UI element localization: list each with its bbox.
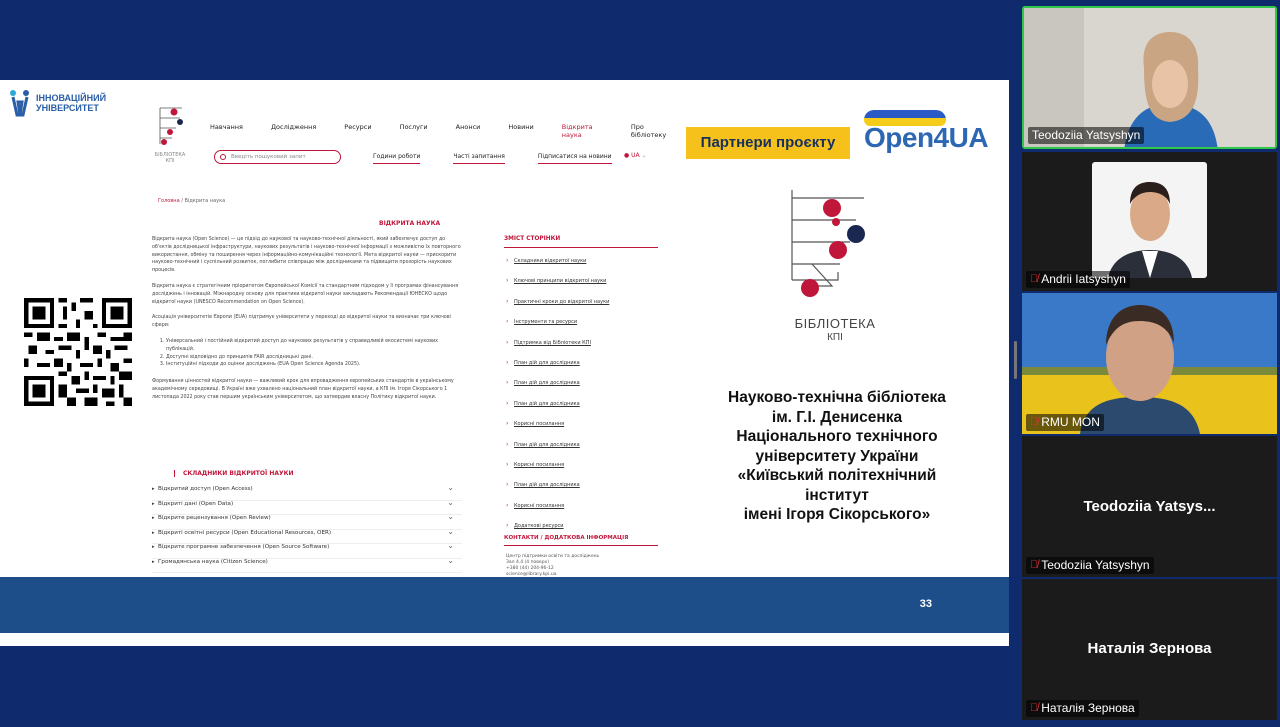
participant-name-label [1026, 557, 1154, 574]
muted-mic-icon: 🎙̸ [1030, 416, 1039, 428]
participant-tile[interactable] [1022, 579, 1277, 720]
library-description-line: інститут [805, 486, 869, 504]
library-logo-icon [780, 188, 890, 312]
library-description [700, 388, 974, 525]
breadcrumb-current: Відкрита наука [184, 198, 226, 204]
article-paragraph: Відкрита наука є стратегічним пріоритетом Європейської Комісії та стандартним підходом у її програмах фінансування досліджень і інновацій. Міжнародну основу для практики відкритої науки закладають Рекомендації ЮНЕСКО щодо відкритої науки (UNESCO Recommendation on Open Science). [152, 283, 459, 305]
toc-item[interactable]: › Практичні кроки до відкритої науки [506, 299, 658, 319]
muted-mic-icon: 🎙̸ [1030, 702, 1039, 714]
subnav-opening-hours[interactable]: Години роботи [373, 153, 420, 164]
nav-item-research[interactable]: Дослідження [270, 123, 317, 131]
toc-item[interactable]: › Ключові принципи відкритої науки [506, 278, 658, 298]
university-logo-line1: ІННОВАЦІЙНИЙ [36, 93, 107, 103]
website-main-nav [210, 123, 670, 139]
participant-name: Teodoziia Yatsyshyn [1041, 558, 1150, 572]
participant-name: Andrii Iatsyshyn [1041, 272, 1126, 286]
contact-line: +380 (44) 204-96-12 [506, 566, 554, 571]
toc-item[interactable]: › Складники відкритої науки [506, 258, 658, 278]
participant-name: RMU MON [1041, 415, 1100, 429]
nav-item-services[interactable]: Послуги [399, 123, 428, 131]
article-paragraph: Відкрита наука (Open Science) — це підхід до наукової та науково-технічної діяльності, який забезпечує доступ до об'єктів дослідницької інфраструктури, наукових результатів і науково-технічної інформації з можливістю їх повторного використання, обміну та поширення через інформаційно-комунікаційні технології. Мета відкритої науки — прискорити науково-технічний і суспільний розвиток, поглибити співпрацю між дослідниками та підвищити прозорість наукових процесів. [152, 237, 461, 274]
accordion-item[interactable]: ▸ Відкриті дані (Open Data) ⌄ [152, 501, 462, 516]
toc-item[interactable]: › Корисні посилання [506, 421, 658, 441]
slide-footer-line [0, 633, 1009, 646]
search-icon [220, 154, 226, 160]
toc-item[interactable]: › План дій для дослідника [506, 360, 658, 380]
library-description-line: Національного технічного [736, 428, 938, 445]
accordion-item[interactable]: ▸ Відкриті освітні ресурси (Open Educational Resources, OER) ⌄ [152, 530, 462, 545]
library-website-logo-text: БІБЛІОТЕКА КПІ [154, 152, 186, 164]
contact-block [506, 554, 599, 578]
website-search-input[interactable] [214, 150, 341, 164]
participant-name: Teodoziia Yatsyshyn [1032, 128, 1141, 142]
contact-line[interactable]: science@library.kpi.ua [506, 572, 557, 577]
library-website-screenshot [142, 88, 670, 578]
language-selector[interactable] [624, 152, 647, 159]
website-sub-nav [373, 153, 645, 164]
toc-item[interactable]: › План дій для дослідника [506, 380, 658, 400]
nav-item-study[interactable]: Навчання [210, 123, 243, 131]
article-list-item: 3. Інституційні підходи до оцінки досліджень (EUA Open Science Agenda 2025). [166, 361, 464, 369]
university-logo-line2: УНІВЕРСИТЕТ [36, 103, 99, 113]
breadcrumb: Головна / Відкрита наука [158, 198, 226, 204]
slide-footer-bar [0, 577, 1009, 633]
components-heading: СКЛАДНИКИ ВІДКРИТОЇ НАУКИ [174, 470, 294, 477]
participant-video [1022, 293, 1277, 434]
library-logo-name: БІБЛІОТЕКА [794, 316, 876, 331]
components-accordion [152, 486, 462, 573]
panel-resize-handle[interactable] [1014, 341, 1017, 379]
chevron-down-icon: ⌄ [641, 152, 647, 159]
website-page-title: ВІДКРИТА НАУКА [379, 220, 441, 227]
library-description-line: ім. Г.І. Денисенка [771, 408, 903, 426]
nav-item-news[interactable]: Новини [508, 123, 534, 131]
participant-display-name: Наталія Зернова [1087, 640, 1212, 657]
globe-icon: ● [624, 152, 632, 159]
qr-code [24, 298, 132, 406]
accordion-item[interactable]: ▸ Громадянська наука (Citizen Science) ⌄ [152, 559, 462, 574]
participant-name-label [1026, 700, 1139, 717]
library-description-line: Науково-технічна бібліотека [728, 389, 946, 406]
toc-item[interactable]: › План дій для дослідника [506, 442, 658, 462]
participant-display-name: Teodoziia Yatsys... [1083, 498, 1216, 515]
library-description-line: університету України [755, 447, 919, 465]
library-logo [780, 188, 890, 348]
article-paragraph: Формування цінностей відкритої науки — важливий крок для впровадження європейських стандартів в українському академічному середовищі. В Україні вже ухвалено національний план відкритої науки, а КПІ ім. Ігоря Сікорського 1 листопада 2022 року став першим українським університетом, що затвердив власну Політику відкритої науки. [152, 379, 454, 400]
search-placeholder: Введіть пошуковий запит [231, 154, 306, 160]
accordion-item[interactable]: ▸ Відкрите програмне забезпечення (Open Source Software) ⌄ [152, 544, 462, 559]
slide-number: 33 [919, 598, 932, 610]
article-list [152, 338, 464, 369]
article-paragraph: Асоціація університетів Європи (EUA) підтримує університети у переході до відкритої науки та визначає три ключові сфери: [152, 315, 451, 329]
contact-line: Зал 4.4 (4 поверх) [506, 560, 549, 565]
language-value: UA [631, 152, 640, 159]
subnav-faq[interactable]: Часті запитання [453, 153, 504, 164]
project-partners-banner: Партнери проєкту [686, 127, 850, 159]
toc-item[interactable]: › Підтримка від Бібліотеки КПІ [506, 340, 658, 360]
university-logo [8, 88, 106, 118]
article-list-item: 2. Доступні відповідно до принципів FAIR дослідницькі дані. [166, 354, 464, 362]
participant-name-label [1026, 414, 1104, 431]
participant-tile[interactable] [1022, 6, 1277, 149]
muted-mic-icon: 🎙̸ [1030, 273, 1039, 285]
toc-heading: ЗМІСТ СТОРІНКИ [504, 236, 658, 248]
shared-slide [0, 80, 1009, 646]
breadcrumb-home[interactable]: Головна [158, 198, 180, 204]
university-logo-icon [8, 88, 32, 118]
library-description-line: імені Ігоря Сікорського» [743, 506, 931, 523]
toc-item[interactable]: › План дій для дослідника [506, 482, 658, 502]
toc-item[interactable]: › Корисні посилання [506, 462, 658, 482]
muted-mic-icon: 🎙̸ [1030, 559, 1039, 571]
nav-item-resources[interactable]: Ресурси [344, 123, 372, 131]
contact-heading: КОНТАКТИ / ДОДАТКОВА ІНФОРМАЦІЯ [504, 535, 658, 546]
nav-item-open-science[interactable]: Відкрита наука [561, 123, 593, 139]
toc-item[interactable]: › Додаткові ресурси [506, 523, 658, 543]
participant-tile[interactable] [1022, 436, 1277, 577]
article-list-item: 1. Універсальний і постійний відкритий доступ до наукових результатів у справедливій екосистемі наукових публікацій. [166, 338, 464, 354]
subnav-subscribe[interactable]: Підписатися на новини [538, 153, 612, 164]
participant-name-label [1028, 127, 1144, 144]
accordion-item[interactable]: ▸ Відкрите рецензування (Open Review) ⌄ [152, 515, 462, 530]
article-body [152, 236, 464, 410]
toc-item[interactable]: › Інструменти та ресурси [506, 319, 658, 339]
participant-tile[interactable] [1022, 293, 1277, 434]
toc-item[interactable]: › План дій для дослідника [506, 401, 658, 421]
library-description-line: «Київський політехнічний [737, 467, 937, 484]
nav-item-announcements[interactable]: Анонси [455, 123, 481, 131]
nav-item-about[interactable]: Про бібліотеку [630, 123, 667, 139]
toc-item[interactable]: › Корисні посилання [506, 503, 658, 523]
contact-line: Центр підтримки освіти та досліджень [506, 554, 600, 559]
participant-name: Наталія Зернова [1041, 701, 1135, 715]
participant-name-label [1026, 271, 1130, 288]
participant-tile[interactable] [1022, 152, 1277, 291]
table-of-contents [506, 258, 658, 543]
accordion-item[interactable]: ▸ Відкритий доступ (Open Access) ⌄ [152, 486, 462, 501]
open4ua-logo-text: Open4UA [864, 122, 989, 153]
library-logo-sub: КПІ [827, 332, 843, 343]
open4ua-logo [860, 106, 1006, 160]
